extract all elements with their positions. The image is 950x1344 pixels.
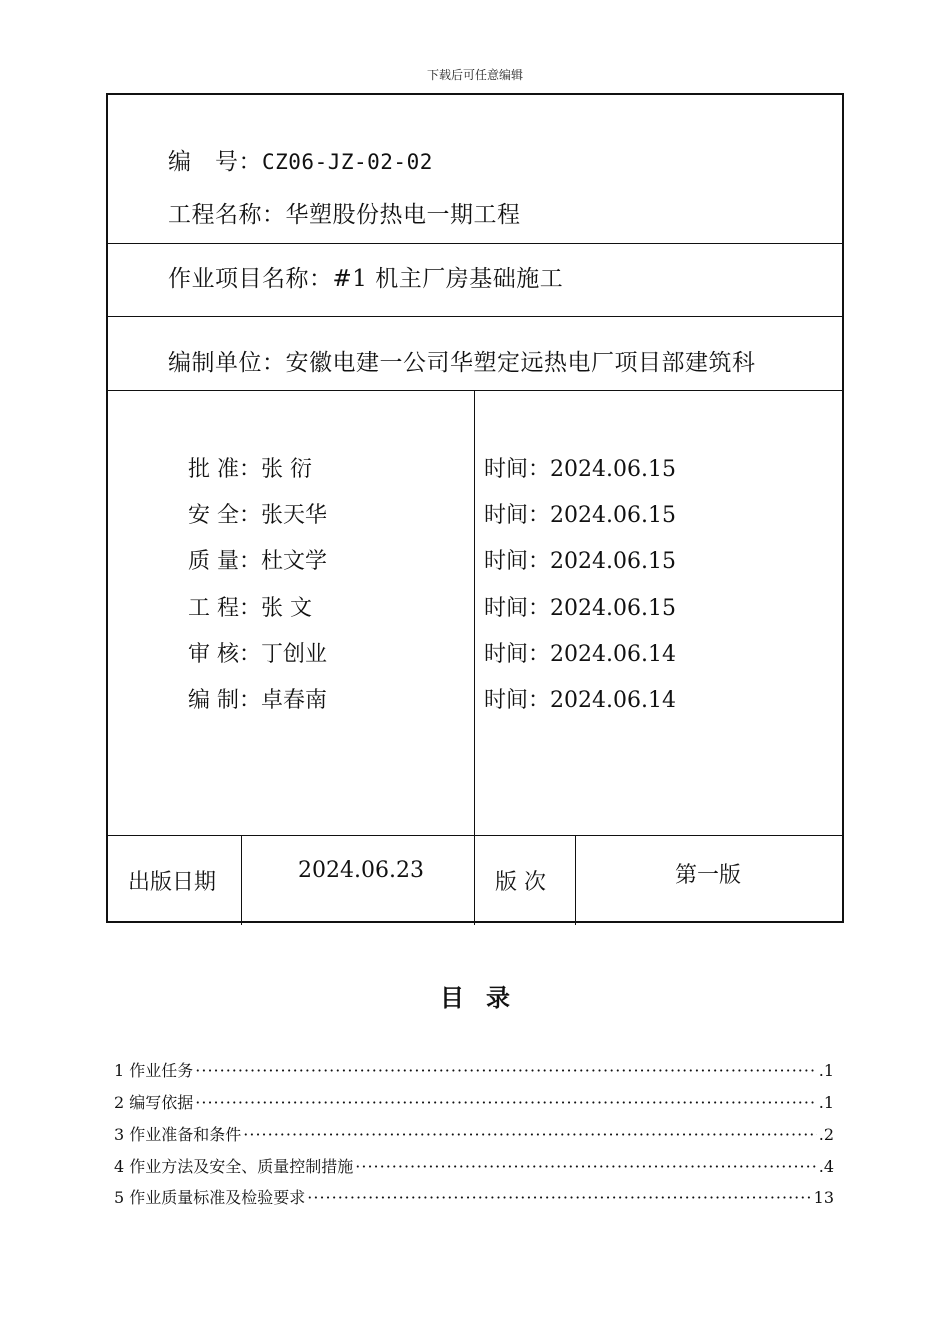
column-divider <box>241 835 242 925</box>
toc-item-text: 2 编写依据 <box>114 1093 194 1112</box>
divider <box>108 835 842 836</box>
signature-role: 编 制： <box>188 687 261 713</box>
time-label: 时间： <box>484 503 551 529</box>
time-label: 时间： <box>484 641 551 667</box>
signature-row <box>188 498 327 544</box>
signature-row <box>188 452 327 498</box>
toc-item[interactable] <box>114 1122 834 1144</box>
compiler-unit-label: 编制单位： <box>168 350 286 376</box>
publish-date-value: 2024.06.23 <box>298 858 424 883</box>
toc-item-page: .2 <box>818 1125 834 1144</box>
signature-role: 工 程： <box>188 595 261 621</box>
toc-item[interactable] <box>114 1185 834 1207</box>
project-name-value: 华塑股份热电一期工程 <box>285 202 521 228</box>
work-item <box>168 260 563 293</box>
signature-time <box>484 683 676 729</box>
column-divider <box>474 390 475 925</box>
document-number <box>168 143 433 176</box>
signature-name: 丁创业 <box>261 641 328 667</box>
publish-date-label: 出版日期 <box>128 870 217 895</box>
edition-label: 版 次 <box>495 870 546 895</box>
toc-item-page: 13 <box>813 1188 834 1207</box>
work-item-value: #1 机主厂房基础施工 <box>332 266 564 292</box>
time-label: 时间： <box>484 457 551 482</box>
signature-row <box>188 683 327 729</box>
time-value: 2024.06.14 <box>550 641 676 667</box>
toc-title: 目录 <box>440 983 532 1012</box>
signature-time <box>484 452 676 498</box>
toc-item[interactable] <box>114 1154 834 1176</box>
compiler-unit <box>168 344 756 377</box>
signature-time-list <box>484 452 676 729</box>
time-label: 时间： <box>484 549 551 575</box>
signature-time <box>484 637 676 683</box>
time-value: 2024.06.15 <box>550 549 676 575</box>
edition-value: 第一版 <box>675 863 742 888</box>
signature-time <box>484 544 676 590</box>
signature-time <box>484 591 676 637</box>
project-name-label: 工程名称： <box>168 202 286 228</box>
signature-name: 张 衍 <box>261 457 312 482</box>
toc-leader <box>195 1093 816 1112</box>
toc-item-page: .1 <box>818 1093 834 1112</box>
toc-leader <box>307 1188 811 1207</box>
toc-item-page: .1 <box>818 1061 834 1080</box>
time-value: 2024.06.15 <box>550 457 676 482</box>
toc-leader <box>195 1061 816 1080</box>
time-label: 时间： <box>484 595 551 621</box>
compiler-unit-value: 安徽电建一公司华塑定远热电厂项目部建筑科 <box>285 350 756 376</box>
signature-role: 审 核： <box>188 641 261 667</box>
divider <box>108 316 842 317</box>
divider <box>108 390 842 391</box>
toc-item[interactable] <box>114 1058 834 1080</box>
header-note: 下载后可任意编辑 <box>426 68 523 82</box>
toc-item-text: 5 作业质量标准及检验要求 <box>114 1188 306 1207</box>
signature-row <box>188 544 327 590</box>
cover-table <box>106 93 844 923</box>
column-divider <box>575 835 576 925</box>
document-number-label: 编 号： <box>168 149 262 175</box>
divider <box>108 243 842 244</box>
toc-item-page: .4 <box>818 1157 834 1176</box>
toc-item-text: 1 作业任务 <box>114 1061 194 1080</box>
project-name <box>168 196 521 229</box>
toc-leader <box>243 1125 816 1144</box>
signature-list <box>188 452 327 729</box>
signature-name: 卓春南 <box>261 687 328 713</box>
time-label: 时间： <box>484 687 551 713</box>
signature-role: 安 全： <box>188 503 261 529</box>
signature-name: 张天华 <box>261 503 328 529</box>
document-number-value: CZ06-JZ-02-02 <box>262 150 433 174</box>
time-value: 2024.06.15 <box>550 503 676 529</box>
work-item-label: 作业项目名称： <box>168 266 333 292</box>
signature-role: 批 准： <box>188 457 261 482</box>
toc-item-text: 3 作业准备和条件 <box>114 1125 242 1144</box>
toc-leader <box>355 1157 816 1176</box>
signature-name: 张 文 <box>261 595 312 621</box>
signature-row <box>188 637 327 683</box>
time-value: 2024.06.15 <box>550 595 676 621</box>
signature-role: 质 量： <box>188 549 261 575</box>
signature-row <box>188 591 327 637</box>
signature-name: 杜文学 <box>261 549 328 575</box>
time-value: 2024.06.14 <box>550 687 676 713</box>
toc-item-text: 4 作业方法及安全、质量控制措施 <box>114 1157 354 1176</box>
signature-time <box>484 498 676 544</box>
toc-item[interactable] <box>114 1090 834 1112</box>
